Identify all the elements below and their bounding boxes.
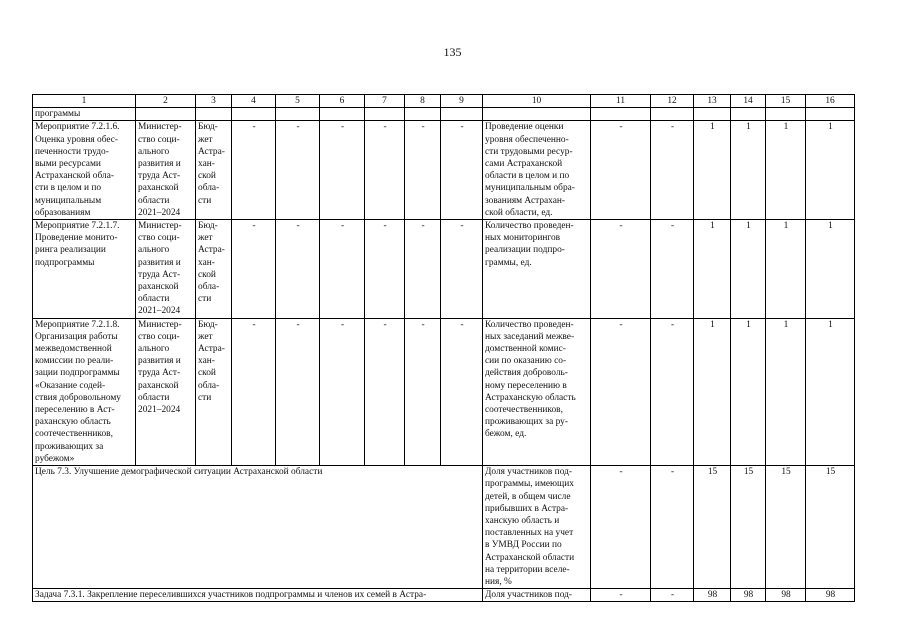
indicator-value: - — [651, 466, 694, 589]
activity-name: Мероприятие 7.2.1.8. Организация работы межведомственной комиссии по реали- зации подпрограммы «Оказание содей- ствия добровольному переселению в Аст- раханскую область соотечественников, проживающих за рубежом» — [33, 318, 136, 465]
value-cell: - — [405, 220, 441, 319]
value-cell: - — [441, 220, 483, 319]
col-num-16: 16 — [806, 95, 855, 108]
indicator-value: - — [591, 318, 651, 465]
table-row — [33, 318, 855, 465]
col-num-12: 12 — [651, 95, 694, 108]
indicator-value: - — [651, 220, 694, 319]
indicator-value: 98 — [731, 589, 766, 602]
indicator-value: - — [591, 121, 651, 220]
value-cell: - — [276, 121, 320, 220]
indicator-value: 98 — [694, 589, 731, 602]
table-row — [33, 220, 855, 319]
indicator-value: 15 — [766, 466, 806, 589]
funding-source: Бюд- жет Астра- хан- ской обла- сти — [196, 220, 232, 319]
col-num-10: 10 — [483, 95, 591, 108]
indicator-value: 1 — [766, 220, 806, 319]
value-cell: - — [232, 220, 276, 319]
continuation-text: программы — [33, 108, 136, 121]
value-cell: - — [232, 121, 276, 220]
indicator-value: - — [651, 318, 694, 465]
funding-source: Бюд- жет Астра- хан- ской обла- сти — [196, 318, 232, 465]
indicator-name: Количество проведен- ных заседаний межве- домственной комис- сии по оказанию со- действия доброволь- ному переселению в Астраханскую область соотечественников, проживающих за ру- бежом, ед. — [483, 318, 591, 465]
indicator-name: Доля участников под- программы, имеющих детей, в общем числе прибывших в Астра- ханскую область и поставленных на учет в УМВД России по Астраханской области на территории вселе- ния, % — [483, 466, 591, 589]
value-cell: - — [276, 220, 320, 319]
indicator-name: Количество проведен- ных мониторингов реализации подпро- граммы, ед. — [483, 220, 591, 319]
responsible-executor: Министер- ство соци- ального развития и труда Аст- раханской области 2021–2024 — [136, 318, 196, 465]
indicator-value: - — [591, 220, 651, 319]
col-num-8: 8 — [405, 95, 441, 108]
value-cell: - — [441, 121, 483, 220]
responsible-executor: Министер- ство соци- ального развития и труда Аст- раханской области 2021–2024 — [136, 220, 196, 319]
indicator-value: 1 — [766, 121, 806, 220]
indicator-value: 1 — [694, 318, 731, 465]
col-num-7: 7 — [365, 95, 405, 108]
indicator-name: Доля участников под- — [483, 589, 591, 602]
col-num-1: 1 — [33, 95, 136, 108]
column-number-row — [33, 95, 855, 108]
value-cell: - — [320, 220, 365, 319]
task-row — [33, 589, 855, 602]
indicator-value: 98 — [766, 589, 806, 602]
col-num-5: 5 — [276, 95, 320, 108]
indicator-value: 1 — [731, 318, 766, 465]
value-cell: - — [320, 318, 365, 465]
col-num-2: 2 — [136, 95, 196, 108]
indicator-value: - — [591, 466, 651, 589]
indicator-value: 15 — [731, 466, 766, 589]
goal-title: Цель 7.3. Улучшение демографической ситуации Астраханской области — [33, 466, 483, 589]
goal-row — [33, 466, 855, 589]
indicator-value: 1 — [731, 121, 766, 220]
col-num-14: 14 — [731, 95, 766, 108]
indicator-value: - — [651, 589, 694, 602]
value-cell: - — [405, 318, 441, 465]
col-num-11: 11 — [591, 95, 651, 108]
value-cell: - — [320, 121, 365, 220]
indicator-value: - — [591, 589, 651, 602]
indicator-value: 98 — [806, 589, 855, 602]
indicator-value: 1 — [731, 220, 766, 319]
indicator-value: 1 — [694, 220, 731, 319]
indicator-value: 1 — [694, 121, 731, 220]
col-num-9: 9 — [441, 95, 483, 108]
indicator-value: 1 — [766, 318, 806, 465]
value-cell: - — [441, 318, 483, 465]
responsible-executor: Министер- ство соци- ального развития и труда Аст- раханской области 2021–2024 — [136, 121, 196, 220]
indicator-value: 15 — [694, 466, 731, 589]
program-activities-table — [32, 94, 855, 602]
value-cell: - — [232, 318, 276, 465]
continuation-row — [33, 108, 855, 121]
value-cell: - — [365, 318, 405, 465]
task-title: Задача 7.3.1. Закрепление переселившихся участников подпрограммы и членов их семей в Астра- — [33, 589, 483, 602]
indicator-value: 1 — [806, 121, 855, 220]
value-cell: - — [276, 318, 320, 465]
indicator-value: 1 — [806, 318, 855, 465]
col-num-3: 3 — [196, 95, 232, 108]
col-num-13: 13 — [694, 95, 731, 108]
indicator-value: 1 — [806, 220, 855, 319]
funding-source: Бюд- жет Астра- хан- ской обла- сти — [196, 121, 232, 220]
value-cell: - — [365, 121, 405, 220]
activity-name: Мероприятие 7.2.1.6. Оценка уровня обес- печенности трудо- выми ресурсами Астраханской обла- сти в целом и по муниципальным образованиям — [33, 121, 136, 220]
col-num-6: 6 — [320, 95, 365, 108]
page-number: 135 — [443, 45, 462, 59]
value-cell: - — [405, 121, 441, 220]
col-num-4: 4 — [232, 95, 276, 108]
indicator-value: - — [651, 121, 694, 220]
indicator-name: Проведение оценки уровня обеспеченно- сти трудовыми ресур- сами Астраханской области в целом и по муниципальным обра- зованиям Астрахан- ской области, ед. — [483, 121, 591, 220]
value-cell: - — [365, 220, 405, 319]
col-num-15: 15 — [766, 95, 806, 108]
table-row — [33, 121, 855, 220]
activity-name: Мероприятие 7.2.1.7. Проведение монито- ринга реализации подпрограммы — [33, 220, 136, 319]
indicator-value: 15 — [806, 466, 855, 589]
